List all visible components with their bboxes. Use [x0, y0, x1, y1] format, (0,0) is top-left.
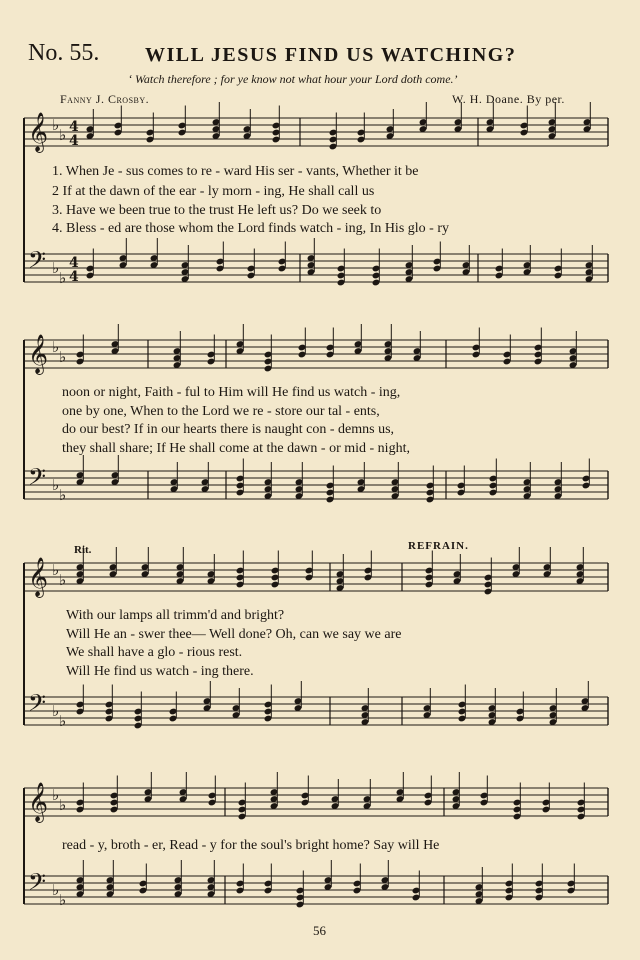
bass-clef-icon: 𝄢: [28, 689, 47, 722]
flat-icon: ♭: [52, 702, 60, 720]
verse-line: 3. Have we been true to the trust He left us? Do we seek to: [52, 203, 382, 218]
verse-line: read - y, broth - er, Read - y for the soul's bright home? Say will He: [62, 838, 440, 853]
verse-line: one by one, When to the Lord we re - store our tal - ents,: [62, 404, 380, 419]
flat-icon: ♭: [52, 259, 60, 277]
hymn-title: WILL JESUS FIND US WATCHING?: [145, 44, 517, 66]
treble-clef-icon: 𝄞: [28, 557, 49, 597]
flat-icon: ♭: [59, 571, 67, 589]
epigraph: ‘ Watch therefore ; for ye know not what hour your Lord doth come.’: [128, 72, 458, 86]
flat-icon: ♭: [59, 712, 67, 730]
treble-clef-icon: 𝄞: [28, 334, 49, 374]
page-number: 56: [313, 923, 326, 938]
flat-icon: ♭: [52, 786, 60, 804]
verse-line: Will He find us watch - ing there.: [66, 664, 254, 679]
verse-line: 1. When Je - sus comes to re - ward His ser - vants, Whether it be: [52, 164, 419, 179]
time-signature: 4: [69, 133, 79, 149]
flat-icon: ♭: [52, 116, 60, 134]
verse-line: We shall have a glo - rious rest.: [66, 645, 243, 660]
verse-line: 4. Bless - ed are those whom the Lord finds watch - ing, In His glo - ry: [52, 221, 449, 236]
composer-credit: W. H. Doane. By per.: [452, 92, 565, 106]
flat-icon: ♭: [59, 891, 67, 909]
flat-icon: ♭: [59, 126, 67, 144]
flat-icon: ♭: [52, 476, 60, 494]
flat-icon: ♭: [52, 881, 60, 899]
flat-icon: ♭: [59, 486, 67, 504]
time-signature: 4: [69, 269, 79, 285]
time-signature: 4: [69, 255, 79, 271]
flat-icon: ♭: [59, 796, 67, 814]
time-signature: 4: [69, 119, 79, 135]
bass-clef-icon: 𝄢: [28, 463, 47, 496]
flat-icon: ♭: [52, 561, 60, 579]
ritardando-mark: Rit.: [74, 544, 92, 556]
lyricist-credit: Fanny J. Crosby.: [60, 92, 150, 106]
treble-clef-icon: 𝄞: [28, 782, 49, 822]
flat-icon: ♭: [59, 348, 67, 366]
verse-line: With our lamps all trimm'd and bright?: [66, 608, 285, 623]
verse-line: they shall share; If He shall come at the dawn - or mid - night,: [62, 441, 410, 456]
verse-line: 2 If at the dawn of the ear - ly morn - ing, He shall call us: [52, 184, 375, 199]
treble-clef-icon: 𝄞: [28, 112, 49, 152]
verse-line: noon or night, Faith - ful to Him will He find us watch - ing,: [62, 385, 401, 400]
hymn-number: No. 55.: [28, 40, 100, 66]
refrain-mark: REFRAIN.: [408, 540, 469, 552]
bass-clef-icon: 𝄢: [28, 246, 47, 279]
bass-clef-icon: 𝄢: [28, 868, 47, 901]
verse-line: do our best? If in our hearts there is naught con - demns us,: [62, 422, 395, 437]
flat-icon: ♭: [59, 269, 67, 287]
flat-icon: ♭: [52, 338, 60, 356]
verse-line: Will He an - swer thee— Well done? Oh, can we say we are: [66, 627, 402, 642]
